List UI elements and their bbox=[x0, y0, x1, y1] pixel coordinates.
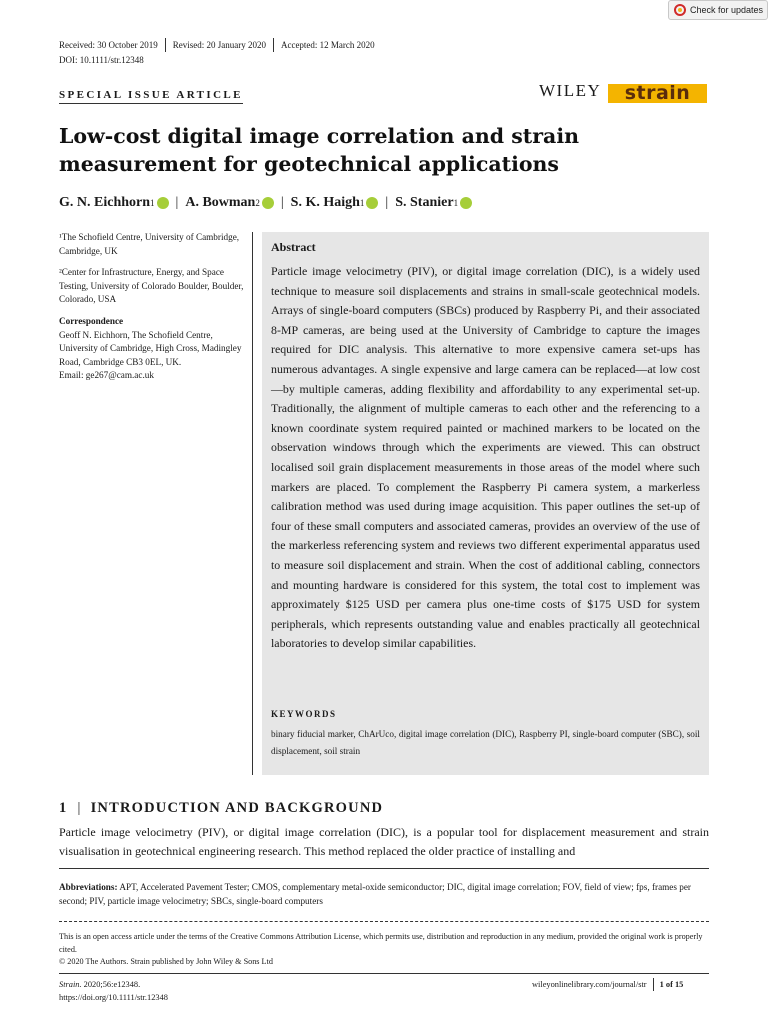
affiliation-marker: 1 bbox=[150, 198, 155, 208]
author-list bbox=[59, 195, 472, 211]
author-name: A. Bowman bbox=[185, 195, 256, 210]
section-title: INTRODUCTION AND BACKGROUND bbox=[90, 800, 384, 816]
journal-logo: strain bbox=[608, 84, 707, 103]
copyright: © 2020 The Authors. Strain published by John Wiley & Sons Ltd bbox=[59, 957, 273, 966]
journal-site-link[interactable]: wileyonlinelibrary.com/journal/str bbox=[532, 980, 647, 989]
author-name: S. Stanier bbox=[395, 195, 454, 210]
abbreviations-label: Abbreviations: bbox=[59, 882, 118, 892]
abstract-text: Particle image velocimetry (PIV), or digital image correlation (DIC), is a widely used technique to measure soil displacements and strains in small-scale geotechnical models. Arrays of single-board computers (SBCs) produced by Raspberry Pi, and their associated 8-MP cameras, are being used at the University of Cambridge to capture the images required for DIC analysis. This alternative to more expensive camera set-ups has numerous advantages. A single expensive and large camera can be replaced—at low cost—by multiple cameras, adding flexibility and affordability to any experimental set-up. Traditionally, the alignment of multiple cameras to each other and the referencing to a known coordinate system required painted or machined markers to be located on the observation windows through which the experiments are viewed. This can obstruct localised soil grain displacement measurements in those areas of the model where such markers are placed. To complement the Raspberry Pi camera system, a markerless calibration method was used during image acquisition. This paper outlines the set-up of four of these small computers and associated cameras, provides an overview of the use of the markerless referencing system and reviews two different experimental apparatus used to measure soil displacement and strain. When the cost of additional cabling, connectors and mounting hardware is considered for this system, the total cost to implement was approximately $125 USD per camera plus one-time costs of $175 USD for system peripherals, which represents outstanding value and enables practically all geotechnical laboratories to develop similar capabilities. bbox=[271, 264, 700, 651]
abbreviations bbox=[59, 880, 709, 908]
correspondence-email[interactable]: Email: ge267@cam.ac.uk bbox=[59, 370, 154, 381]
abbreviations-text: APT, Accelerated Pavement Tester; CMOS, complementary metal-oxide semiconductor; DIC, digital image correlation; FOV, field of view; fps, frames per second; PIV, particle image velocimetry; SBCs, single-board computers bbox=[59, 882, 691, 906]
doi[interactable]: DOI: 10.1111/str.12348 bbox=[59, 55, 144, 65]
check-for-updates-label: Check for updates bbox=[690, 5, 764, 15]
keywords-heading: KEYWORDS bbox=[271, 709, 337, 719]
keywords-text: binary fiducial marker, ChArUco, digital image correlation (DIC), Raspberry PI, single-board computer (SBC), soil displacement, soil strain bbox=[271, 729, 700, 756]
affiliations-sidebar bbox=[59, 231, 249, 391]
author-name: G. N. Eichhorn bbox=[59, 195, 151, 210]
correspondence-heading: Correspondence bbox=[59, 315, 124, 326]
affiliation-2: ²Center for Infrastructure, Energy, and Space Testing, University of Colorado Boulder, Boulder, Colorado, USA bbox=[59, 267, 244, 305]
citation-details: 2020;56:e12348. bbox=[83, 980, 141, 989]
footer-rule bbox=[59, 973, 709, 974]
citation-journal: Strain. bbox=[59, 980, 82, 989]
crossmark-icon bbox=[674, 4, 686, 16]
article-type: SPECIAL ISSUE ARTICLE bbox=[59, 89, 243, 104]
received-date: Received: 30 October 2019 bbox=[59, 40, 158, 50]
publisher-logo: WILEY bbox=[539, 81, 602, 100]
affiliation-marker: 1 bbox=[359, 198, 365, 208]
divider bbox=[653, 978, 654, 991]
intro-paragraph: Particle image velocimetry (PIV), or digital image correlation (DIC), is a popular tool for displacement measurement and strain visualisation in geotechnical engineering research. This method replaced the older practice of installing and bbox=[59, 825, 709, 858]
correspondence-address: Geoff N. Eichhorn, The Schofield Centre, University of Cambridge, High Cross, Madingley Road, Cambridge CB3 0EL, UK. bbox=[59, 329, 242, 367]
divider: | bbox=[280, 195, 284, 210]
affiliation-marker: 1 bbox=[453, 198, 459, 208]
divider: | bbox=[175, 195, 179, 210]
citation-url[interactable]: https://doi.org/10.1111/str.12348 bbox=[59, 993, 168, 1002]
section-number: 1 bbox=[59, 800, 68, 816]
dashed-divider bbox=[59, 921, 709, 922]
affiliation-marker: 2 bbox=[255, 198, 260, 208]
author-name: S. K. Haigh bbox=[290, 195, 360, 210]
divider: | bbox=[385, 195, 389, 210]
divider bbox=[165, 38, 166, 52]
orcid-icon[interactable] bbox=[157, 197, 169, 209]
footer-right bbox=[532, 978, 683, 991]
affiliation-1: ¹The Schofield Centre, University of Cambridge, Cambridge, UK bbox=[59, 232, 240, 256]
section-heading bbox=[59, 800, 383, 817]
footnote-rule bbox=[59, 868, 709, 869]
divider bbox=[273, 38, 274, 52]
check-for-updates-button[interactable] bbox=[668, 0, 768, 20]
orcid-icon[interactable] bbox=[366, 197, 378, 209]
sidebar-divider bbox=[252, 232, 253, 775]
page-number: 1 of 15 bbox=[659, 980, 684, 989]
article-dates bbox=[59, 38, 375, 52]
citation bbox=[59, 978, 168, 1004]
license-text: This is an open access article under the terms of the Creative Commons Attribution License, which permits use, distribution and reproduction in any medium, provided the original work is properly cited. bbox=[59, 932, 703, 954]
divider: | bbox=[77, 800, 82, 816]
abstract-heading: Abstract bbox=[271, 240, 316, 254]
license-block bbox=[59, 931, 709, 969]
accepted-date: Accepted: 12 March 2020 bbox=[280, 40, 375, 50]
article-title: Low-cost digital image correlation and strain measurement for geotechnical applications bbox=[59, 124, 580, 176]
revised-date: Revised: 20 January 2020 bbox=[172, 40, 266, 50]
orcid-icon[interactable] bbox=[262, 197, 274, 209]
orcid-icon[interactable] bbox=[460, 197, 472, 209]
